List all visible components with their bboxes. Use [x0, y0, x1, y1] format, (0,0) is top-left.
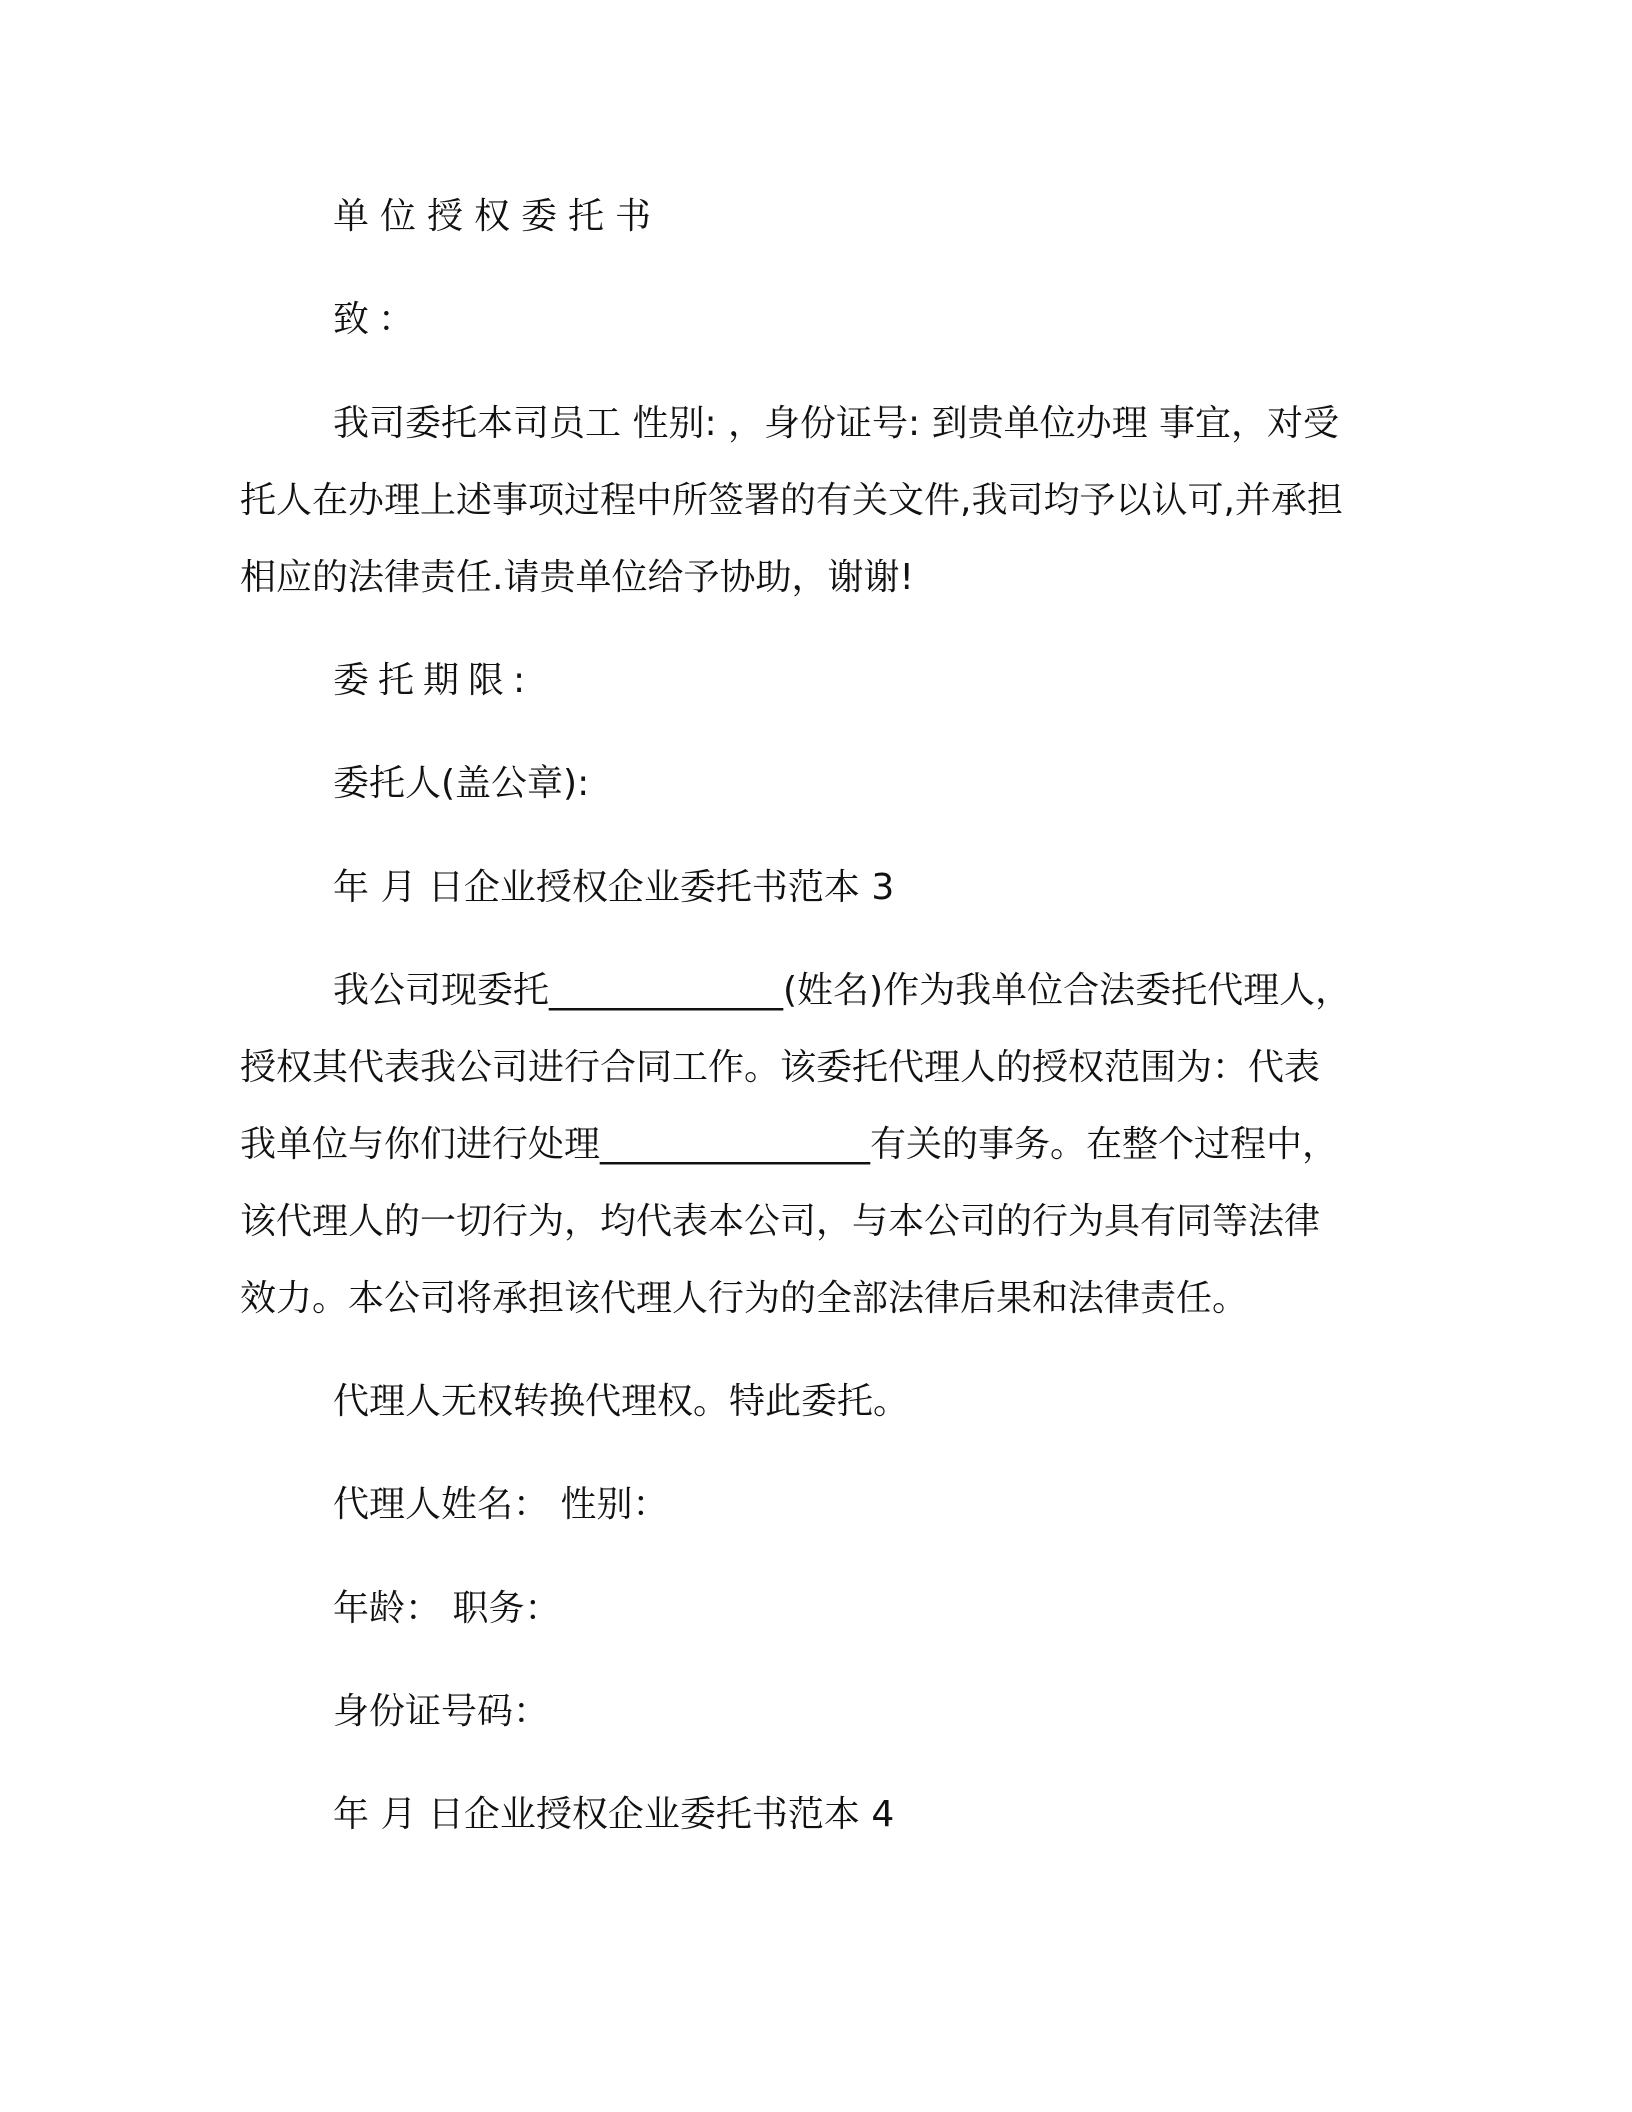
age-position: 年龄： 职务： [333, 1588, 561, 1629]
salutation: 致： [333, 299, 424, 340]
paragraph-2-line-3: 我单位与你们进行处理_______________有关的事务。在整个过程中， [240, 1124, 1339, 1165]
paragraph-1-line-2: 托人在办理上述事项过程中所签署的有关文件,我司均予以认可,并承担 [240, 480, 1343, 521]
paragraph-2-line-2: 授权其代表我公司进行合同工作。该委托代理人的授权范围为：代表 [240, 1047, 1321, 1088]
paragraph-1-line-1: 我司委托本司员工 性别: ，身份证号: 到贵单位办理 事宜，对受 [333, 403, 1340, 444]
no-transfer-statement: 代理人无权转换代理权。特此委托。 [333, 1381, 910, 1422]
term-label: 委托期限: [333, 660, 535, 701]
paragraph-2-line-5: 效力。本公司将承担该代理人行为的全部法律后果和法律责任。 [240, 1278, 1249, 1319]
sample-3-heading: 年 月 日企业授权企业委托书范本 3 [333, 867, 895, 908]
paragraph-2-line-4: 该代理人的一切行为，均代表本公司，与本公司的行为具有同等法律 [240, 1201, 1321, 1242]
sample-4-heading: 年 月 日企业授权企业委托书范本 4 [333, 1794, 895, 1835]
paragraph-2-line-1: 我公司现委托_____________(姓名)作为我单位合法委托代理人， [333, 970, 1352, 1011]
agent-name-gender: 代理人姓名： 性别： [333, 1484, 669, 1525]
document-title: 单位授权委托书 [333, 196, 663, 237]
id-number: 身份证号码： [333, 1691, 550, 1732]
paragraph-1-line-3: 相应的法律责任.请贵单位给予协助，谢谢! [240, 557, 914, 598]
principal-label: 委托人(盖公章): [333, 763, 590, 804]
